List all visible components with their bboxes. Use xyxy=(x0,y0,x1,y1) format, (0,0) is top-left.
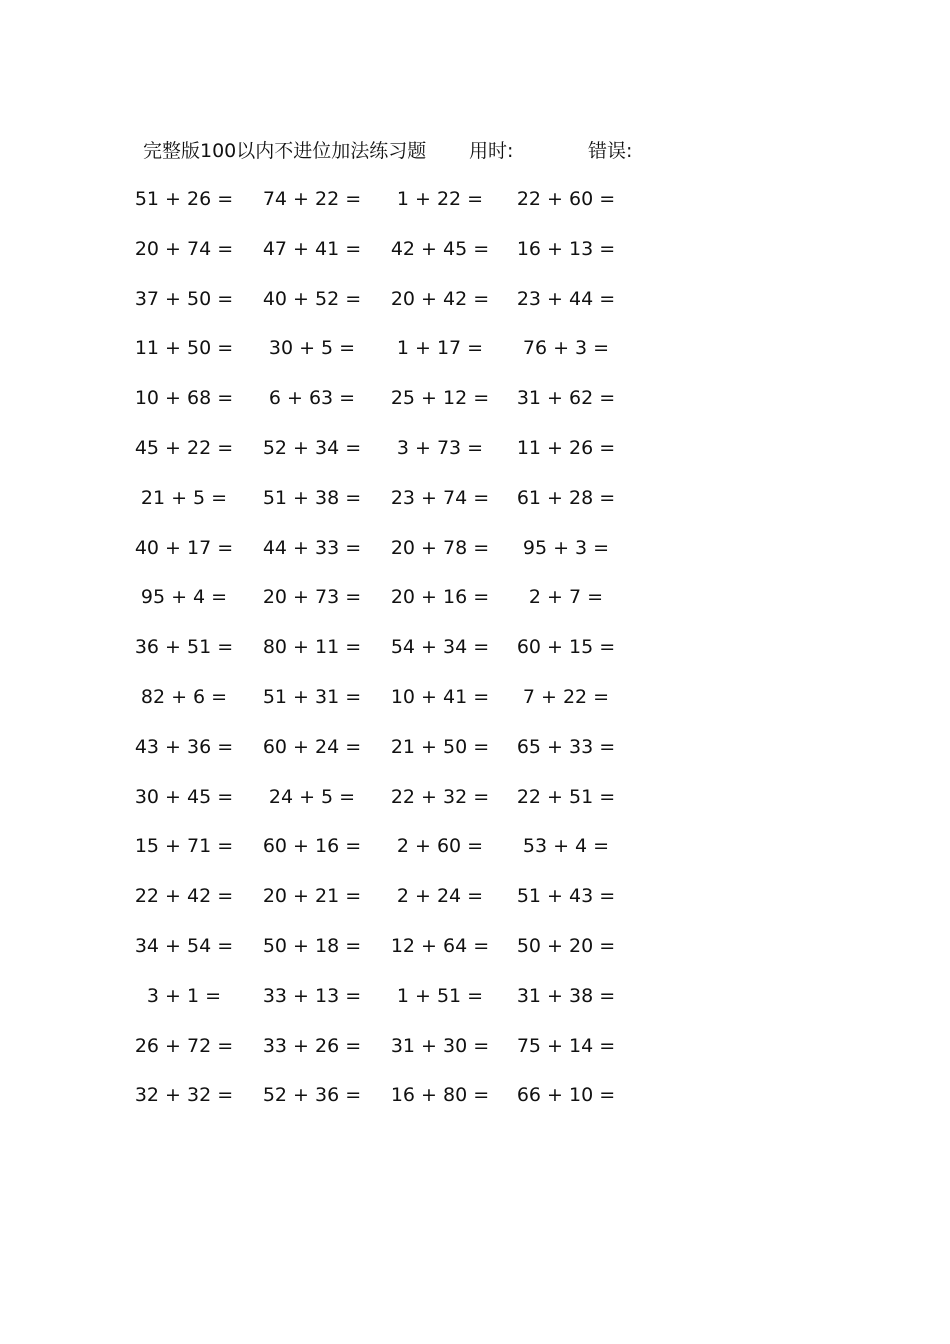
problem-item: 74 + 22 = xyxy=(262,188,362,210)
problem-item: 21 + 5 = xyxy=(140,486,228,509)
problem-item: 31 + 62 = xyxy=(516,387,616,410)
problem-item: 47 + 41 = xyxy=(262,237,362,260)
problem-item: 10 + 68 = xyxy=(134,387,234,410)
problem-item: 52 + 34 = xyxy=(262,437,362,459)
problem-item: 2 + 7 = xyxy=(528,586,604,609)
problem-item: 22 + 32 = xyxy=(390,785,490,808)
problem-item: 75 + 14 = xyxy=(516,1034,616,1057)
problem-item: 40 + 17 = xyxy=(134,536,234,559)
problem-item: 51 + 43 = xyxy=(516,885,616,908)
problem-item: 60 + 15 = xyxy=(516,636,616,659)
problem-item: 34 + 54 = xyxy=(134,935,234,957)
problem-item: 66 + 10 = xyxy=(516,1084,616,1107)
problem-item: 25 + 12 = xyxy=(390,387,490,410)
problem-item: 33 + 26 = xyxy=(262,1034,362,1057)
problem-item: 45 + 22 = xyxy=(134,437,234,459)
problem-item: 20 + 21 = xyxy=(262,885,362,908)
problem-item: 51 + 26 = xyxy=(134,188,234,210)
problem-item: 32 + 32 = xyxy=(134,1084,234,1107)
problem-item: 95 + 3 = xyxy=(522,536,610,559)
problem-item: 82 + 6 = xyxy=(140,686,228,708)
problem-item: 50 + 20 = xyxy=(516,935,616,957)
problem-item: 60 + 16 = xyxy=(262,835,362,858)
problem-item: 30 + 45 = xyxy=(134,785,234,808)
problem-item: 30 + 5 = xyxy=(268,337,356,360)
problem-item: 2 + 60 = xyxy=(396,835,484,858)
problem-item: 50 + 18 = xyxy=(262,935,362,957)
problem-item: 52 + 36 = xyxy=(262,1084,362,1107)
problem-item: 26 + 72 = xyxy=(134,1034,234,1057)
problem-item: 20 + 73 = xyxy=(262,586,362,609)
problem-item: 1 + 22 = xyxy=(396,188,484,210)
problem-item: 1 + 17 = xyxy=(396,337,484,360)
problem-item: 22 + 51 = xyxy=(516,785,616,808)
problem-item: 80 + 11 = xyxy=(262,636,362,659)
problem-item: 20 + 78 = xyxy=(390,536,490,559)
problem-item: 60 + 24 = xyxy=(262,735,362,758)
problem-item: 12 + 64 = xyxy=(390,935,490,957)
problem-item: 31 + 30 = xyxy=(390,1034,490,1057)
problem-item: 23 + 44 = xyxy=(516,287,616,310)
problem-item: 10 + 41 = xyxy=(390,686,490,708)
problem-item: 3 + 73 = xyxy=(396,437,484,459)
problem-item: 11 + 50 = xyxy=(134,337,234,360)
problem-item: 3 + 1 = xyxy=(146,984,222,1007)
problem-item: 16 + 13 = xyxy=(516,237,616,260)
problem-item: 21 + 50 = xyxy=(390,735,490,758)
problem-item: 51 + 31 = xyxy=(262,686,362,708)
problem-item: 23 + 74 = xyxy=(390,486,490,509)
problem-item: 44 + 33 = xyxy=(262,536,362,559)
problem-item: 11 + 26 = xyxy=(516,437,616,459)
problem-item: 33 + 13 = xyxy=(262,984,362,1007)
problem-item: 95 + 4 = xyxy=(140,586,228,609)
problem-item: 15 + 71 = xyxy=(134,835,234,858)
errors-label: 错误: xyxy=(588,140,633,162)
problem-item: 53 + 4 = xyxy=(522,835,610,858)
problem-item: 42 + 45 = xyxy=(390,237,490,260)
problem-item: 1 + 51 = xyxy=(396,984,484,1007)
problem-item: 61 + 28 = xyxy=(516,486,616,509)
worksheet-title: 完整版100以内不进位加法练习题 xyxy=(143,140,427,162)
problem-item: 65 + 33 = xyxy=(516,735,616,758)
problem-item: 54 + 34 = xyxy=(390,636,490,659)
problem-item: 43 + 36 = xyxy=(134,735,234,758)
problem-item: 40 + 52 = xyxy=(262,287,362,310)
time-label: 用时: xyxy=(469,140,514,162)
problem-item: 22 + 42 = xyxy=(134,885,234,908)
problem-item: 31 + 38 = xyxy=(516,984,616,1007)
problem-item: 6 + 63 = xyxy=(268,387,356,410)
problem-item: 20 + 74 = xyxy=(134,237,234,260)
problem-item: 20 + 16 = xyxy=(390,586,490,609)
problem-item: 37 + 50 = xyxy=(134,287,234,310)
problem-item: 76 + 3 = xyxy=(522,337,610,360)
problem-item: 36 + 51 = xyxy=(134,636,234,659)
problem-item: 2 + 24 = xyxy=(396,885,484,908)
problem-item: 51 + 38 = xyxy=(262,486,362,509)
problem-item: 7 + 22 = xyxy=(522,686,610,708)
problem-item: 20 + 42 = xyxy=(390,287,490,310)
problem-item: 16 + 80 = xyxy=(390,1084,490,1107)
problem-item: 24 + 5 = xyxy=(268,785,356,808)
problem-item: 22 + 60 = xyxy=(516,188,616,210)
